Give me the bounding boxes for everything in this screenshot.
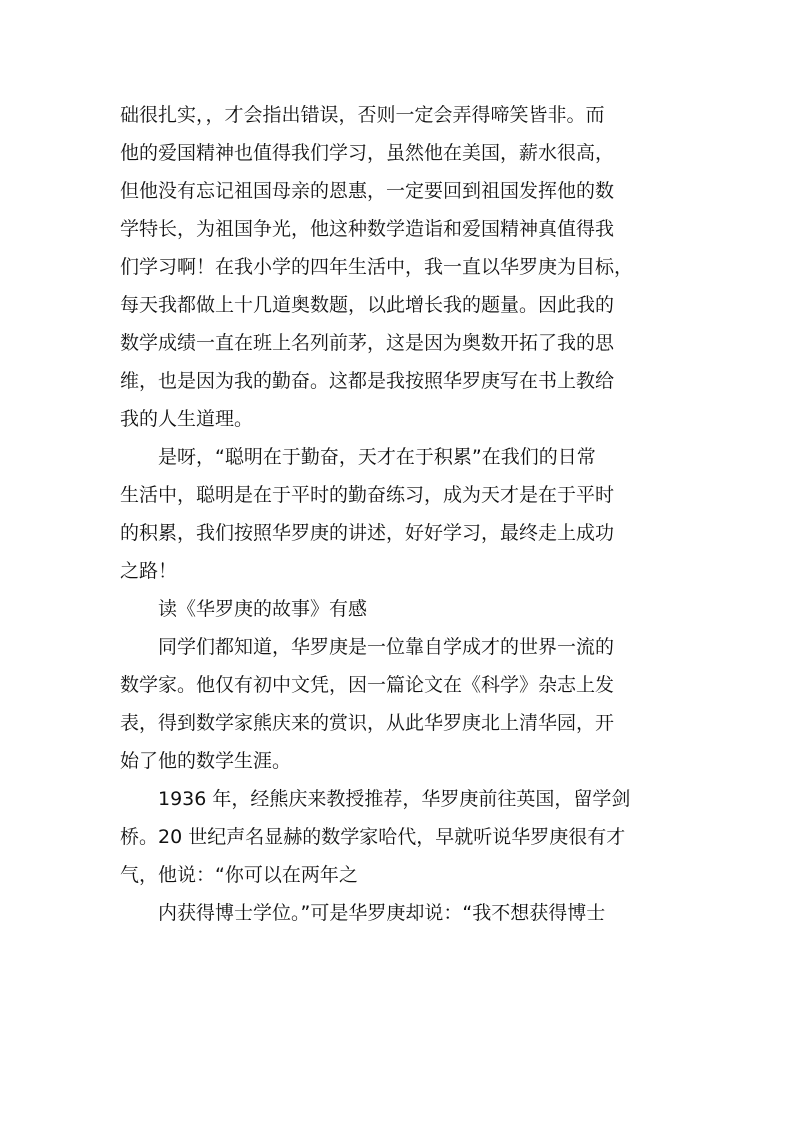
text-line: 维，也是因为我的勤奋。这都是我按照华罗庚写在书上教给 [120, 370, 615, 392]
paragraph-start-line: 是呀，“聪明在于勤奋，天才在于积累”在我们的日常 [158, 446, 596, 468]
text-line: 生活中，聪明是在于平时的勤奋练习，成为天才是在于平时 [120, 484, 615, 506]
text-line: 们学习啊！在我小学的四年生活中，我一直以华罗庚为目标， [120, 256, 634, 278]
text-line: 内获得博士学位。”可是华罗庚却说：“我不想获得博士 [158, 902, 606, 924]
text-line: 始了他的数学生涯。 [120, 750, 292, 772]
text-line: 每天我都做上十几道奥数题，以此增长我的题量。因此我的 [120, 294, 615, 316]
text-line: 桥。20 世纪声名显赫的数学家哈代，早就听说华罗庚很有才 [120, 826, 626, 848]
text-line: 我的人生道理。 [120, 408, 254, 430]
text-line: 气，他说：“你可以在两年之 [120, 864, 358, 886]
text-line: 学特长，为祖国争光，他这种数学造诣和爱国精神真值得我 [120, 218, 615, 240]
paragraph-start-line: 1936 年，经熊庆来教授推荐，华罗庚前往英国，留学剑 [158, 788, 631, 810]
text-line: 但他没有忘记祖国母亲的恩惠，一定要回到祖国发挥他的数 [120, 180, 615, 202]
text-line: 数学家。他仅有初中文凭，因一篇论文在《科学》杂志上发 [120, 674, 615, 696]
section-title: 读《华罗庚的故事》有感 [158, 598, 368, 620]
text-line: 础很扎实，，才会指出错误，否则一定会弄得啼笑皆非。而 [120, 104, 605, 126]
text-line: 数学成绩一直在班上名列前茅，这是因为奥数开拓了我的思 [120, 332, 615, 354]
text-line: 之路！ [120, 560, 178, 582]
paragraph-start-line: 同学们都知道，华罗庚是一位靠自学成才的世界一流的 [158, 636, 615, 658]
text-line: 表，得到数学家熊庆来的赏识，从此华罗庚北上清华园，开 [120, 712, 615, 734]
text-line: 的积累，我们按照华罗庚的讲述，好好学习，最终走上成功 [120, 522, 615, 544]
body-text [120, 96, 680, 932]
text-line: 他的爱国精神也值得我们学习，虽然他在美国，薪水很高， [120, 142, 615, 164]
